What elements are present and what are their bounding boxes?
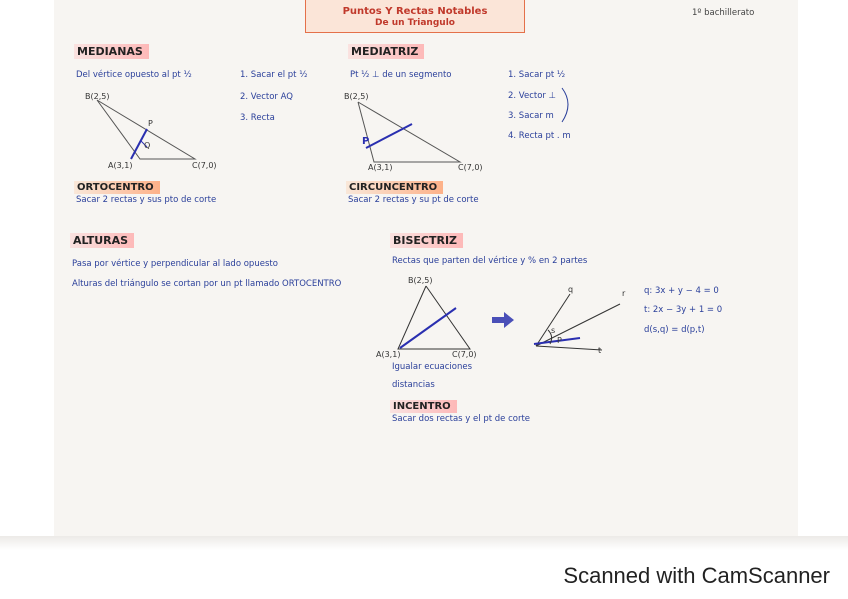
mediatriz-label-a: A(3,1) bbox=[368, 163, 393, 172]
circuncentro-heading: CIRCUNCENTRO bbox=[346, 181, 443, 194]
bisectriz-label-c: C(7,0) bbox=[452, 350, 477, 359]
bisectriz-label-p: P bbox=[557, 336, 562, 345]
medianas-label-c: C(7,0) bbox=[192, 161, 217, 170]
circuncentro-description: Sacar 2 rectas y su pt de corte bbox=[348, 195, 479, 205]
alturas-line-1: Pasa por vértice y perpendicular al lado opuesto bbox=[72, 259, 278, 269]
medianas-step-2: 2. Vector AQ bbox=[240, 92, 293, 102]
alturas-line-2: Alturas del triángulo se cortan por un pt llamado ORTOCENTRO bbox=[72, 279, 342, 289]
title-box bbox=[305, 0, 525, 33]
mediatriz-step-3: 3. Sacar m bbox=[508, 111, 554, 121]
bisectriz-note-1: Igualar ecuaciones bbox=[392, 362, 473, 372]
incentro-description: Sacar dos rectas y el pt de corte bbox=[392, 414, 531, 424]
bisectriz-equation-1: q: 3x + y − 4 = 0 bbox=[644, 286, 719, 296]
mediatriz-step-2: 2. Vector ⊥ bbox=[508, 91, 557, 101]
ortocentro-description: Sacar 2 rectas y sus pto de corte bbox=[76, 195, 217, 205]
mediatriz-label-b: B(2,5) bbox=[344, 92, 369, 101]
bisectriz-label-s: s bbox=[551, 326, 556, 335]
mediatriz-label-p: P bbox=[362, 136, 370, 147]
page-subtitle: De un Triangulo bbox=[375, 18, 455, 28]
mediatriz-heading: MEDIATRIZ bbox=[348, 44, 424, 59]
mediatriz-description: Pt ½ ⊥ de un segmento bbox=[350, 70, 452, 80]
mediatriz-step-1: 1. Sacar pt ½ bbox=[508, 70, 566, 80]
medianas-label-a: A(3,1) bbox=[108, 161, 133, 170]
bisectriz-note-2: distancias bbox=[392, 380, 435, 390]
medianas-label-q: Q bbox=[144, 141, 151, 150]
alturas-heading: ALTURAS bbox=[70, 233, 134, 248]
bisectriz-description: Rectas que parten del vértice y % en 2 partes bbox=[392, 256, 588, 266]
medianas-step-3: 3. Recta bbox=[240, 113, 275, 123]
bisectriz-label-a: A(3,1) bbox=[376, 350, 401, 359]
course-label: 1º bachillerato bbox=[692, 8, 755, 18]
notebook-page bbox=[54, 0, 798, 546]
incentro-heading: INCENTRO bbox=[390, 400, 457, 413]
bisectriz-heading: BISECTRIZ bbox=[390, 233, 463, 248]
bisectriz-label-r: r bbox=[622, 289, 626, 298]
arrow-icon bbox=[490, 311, 520, 331]
medianas-description: Del vértice opuesto al pt ½ bbox=[76, 70, 192, 80]
page-title: Puntos Y Rectas Notables bbox=[342, 6, 488, 17]
mediatriz-bracket bbox=[560, 86, 580, 126]
bisectriz-equation-3: d(s,q) = d(p,t) bbox=[644, 325, 705, 335]
bisectriz-label-t: t bbox=[598, 346, 602, 355]
page-shadow bbox=[0, 536, 848, 550]
camscanner-watermark: Scanned with CamScanner bbox=[563, 563, 830, 588]
medianas-label-p: P bbox=[148, 119, 153, 128]
medianas-step-1: 1. Sacar el pt ½ bbox=[240, 70, 308, 80]
bisectriz-label-q: q bbox=[568, 285, 574, 294]
bisectriz-label-b: B(2,5) bbox=[408, 276, 433, 285]
bisectriz-angle-diagram bbox=[530, 286, 640, 366]
ortocentro-heading: ORTOCENTRO bbox=[74, 181, 160, 194]
medianas-label-b: B(2,5) bbox=[85, 92, 110, 101]
medianas-heading: MEDIANAS bbox=[74, 44, 149, 59]
mediatriz-label-c: C(7,0) bbox=[458, 163, 483, 172]
bisectriz-equation-2: t: 2x − 3y + 1 = 0 bbox=[644, 305, 723, 315]
medianas-triangle-diagram bbox=[85, 95, 215, 185]
mediatriz-step-4: 4. Recta pt . m bbox=[508, 131, 571, 141]
